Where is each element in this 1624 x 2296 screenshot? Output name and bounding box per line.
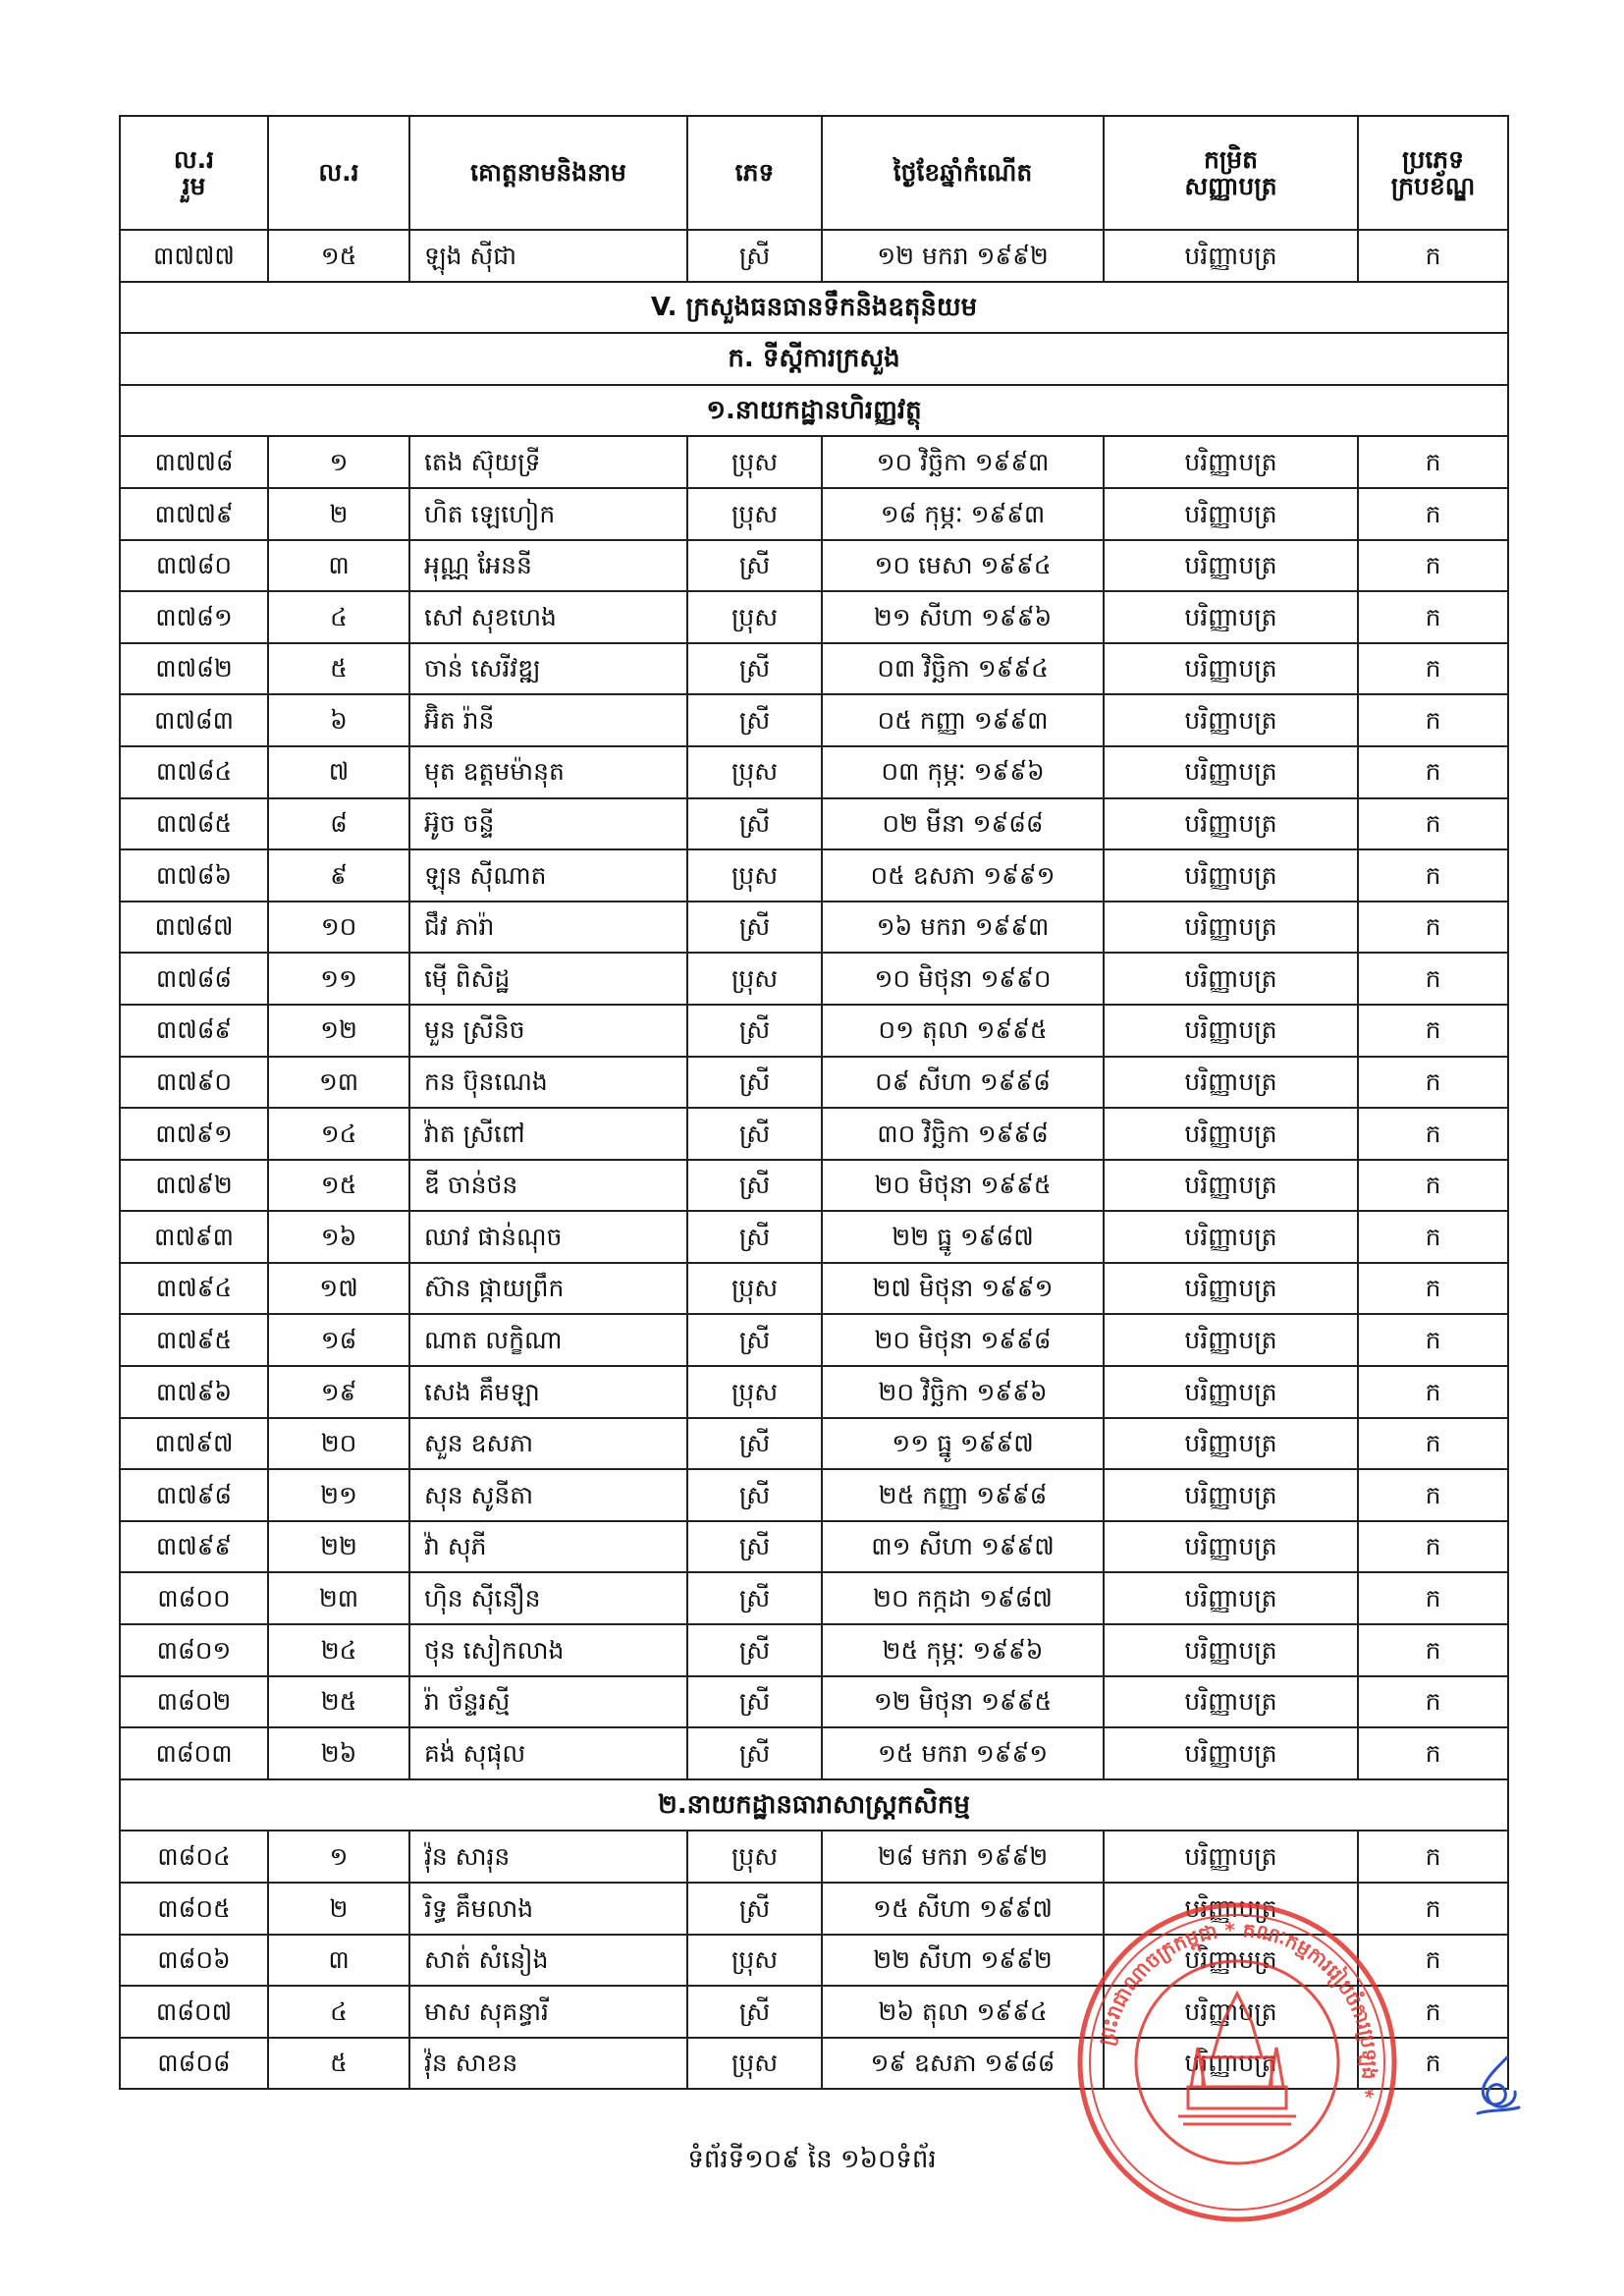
cell-date-of-birth: ៣១ សីហា ១៩៩៧ <box>822 1521 1104 1573</box>
table-row <box>120 1727 1508 1779</box>
cell-sex: ស្រី <box>687 1469 822 1521</box>
cell-category: ក <box>1358 1624 1508 1676</box>
cell-degree: បរិញ្ញាបត្រ <box>1104 1057 1358 1109</box>
cell-total-number: ៣៨០៦ <box>120 1935 268 1987</box>
cell-sex: ស្រី <box>687 1005 822 1057</box>
cell-number: ៣ <box>268 1935 409 1987</box>
cell-total-number: ៣៨០០ <box>120 1572 268 1624</box>
cell-date-of-birth: ០៣ វិច្ឆិកា ១៩៩៤ <box>822 643 1104 695</box>
cell-sex: ស្រី <box>687 798 822 850</box>
cell-total-number: ៣៧៩១ <box>120 1108 268 1160</box>
cell-sex: ប្រុស <box>687 1935 822 1987</box>
cell-number: ៦ <box>268 694 409 746</box>
cell-category: ក <box>1358 1211 1508 1263</box>
cell-full-name: តេង ស៊ុយទ្រី <box>409 436 687 488</box>
cell-category: ក <box>1358 540 1508 592</box>
cell-full-name: ហិត ឡេហៀក <box>409 488 687 540</box>
cell-full-name: ឈាវ ផាន់ណុច <box>409 1211 687 1263</box>
cell-degree: បរិញ្ញាបត្រ <box>1104 643 1358 695</box>
cell-sex: ស្រី <box>687 1160 822 1212</box>
cell-degree: បរិញ្ញាបត្រ <box>1104 2038 1358 2090</box>
cell-total-number: ៣៨០៧ <box>120 1986 268 2038</box>
header-number: ល.រ <box>268 116 409 230</box>
cell-total-number: ៣៧៨០ <box>120 540 268 592</box>
seal-text: ព្រះរាជាណាចក្រកម្ពុជា * គណៈកម្មការរៀបចំការប្រឡង * <box>1093 1917 1382 2101</box>
cell-full-name: ណាត លក្ខិណា <box>409 1314 687 1366</box>
table-row <box>120 1572 1508 1624</box>
cell-degree: បរិញ្ញាបត្រ <box>1104 746 1358 798</box>
cell-total-number: ៣៧៨១ <box>120 591 268 643</box>
table-row <box>120 694 1508 746</box>
cell-date-of-birth: ១១ ធ្នូ ១៩៩៧ <box>822 1418 1104 1470</box>
table-row <box>120 1057 1508 1109</box>
cell-date-of-birth: ០៣ កុម្ភៈ ១៩៩៦ <box>822 746 1104 798</box>
cell-full-name: មាស សុគន្ធារី <box>409 1986 687 2038</box>
cell-number: ២៤ <box>268 1624 409 1676</box>
cell-full-name: សុន សូនីតា <box>409 1469 687 1521</box>
cell-full-name: ស៊ាន ផ្កាយព្រឹក <box>409 1263 687 1315</box>
cell-degree: បរិញ្ញាបត្រ <box>1104 1263 1358 1315</box>
cell-number: ១៥ <box>268 230 409 282</box>
section-heading: V. ក្រសួងធនធានទឹកនិងឧតុនិយម <box>120 282 1508 334</box>
cell-category: ក <box>1358 1108 1508 1160</box>
cell-full-name: វ៉ា សុភី <box>409 1521 687 1573</box>
cell-date-of-birth: ២០ វិច្ឆិកា ១៩៩៦ <box>822 1366 1104 1418</box>
cell-category: ក <box>1358 488 1508 540</box>
cell-number: ១៥ <box>268 1160 409 1212</box>
cell-number: ១៨ <box>268 1314 409 1366</box>
cell-degree: បរិញ្ញាបត្រ <box>1104 1986 1358 2038</box>
cell-number: ១ <box>268 1831 409 1883</box>
header-degree-level: កម្រិត សញ្ញាបត្រ <box>1104 116 1358 230</box>
cell-number: ១០ <box>268 902 409 954</box>
cell-sex: ស្រី <box>687 1314 822 1366</box>
cell-category: ក <box>1358 1160 1508 1212</box>
cell-full-name: ចាន់ សេរីវឌ្ឍ <box>409 643 687 695</box>
cell-number: ១ <box>268 436 409 488</box>
table-row <box>120 488 1508 540</box>
cell-date-of-birth: ០៥ កញ្ញា ១៩៩៣ <box>822 694 1104 746</box>
cell-total-number: ៣៧៩៨ <box>120 1469 268 1521</box>
cell-sex: ស្រី <box>687 902 822 954</box>
cell-number: ៥ <box>268 2038 409 2090</box>
cell-sex: ប្រុស <box>687 746 822 798</box>
cell-sex: ប្រុស <box>687 436 822 488</box>
header-sex: ភេទ <box>687 116 822 230</box>
cell-full-name: ឡុង ស៊ីជា <box>409 230 687 282</box>
cell-total-number: ៣៧៩៥ <box>120 1314 268 1366</box>
header-date-of-birth: ថ្ងៃខែឆ្នាំកំណើត <box>822 116 1104 230</box>
cell-sex: ស្រី <box>687 643 822 695</box>
section-heading-row <box>120 282 1508 334</box>
cell-full-name: វ៉ុន សាខន <box>409 2038 687 2090</box>
cell-category: ក <box>1358 643 1508 695</box>
cell-sex: ស្រី <box>687 1418 822 1470</box>
cell-date-of-birth: ១០ មិថុនា ១៩៩០ <box>822 953 1104 1005</box>
table-row <box>120 1676 1508 1728</box>
cell-date-of-birth: ១៩ ឧសភា ១៩៨៨ <box>822 2038 1104 2090</box>
cell-category: ក <box>1358 1005 1508 1057</box>
cell-full-name: មុត ឧត្តមម៉ានុត <box>409 746 687 798</box>
cell-date-of-birth: ២៧ មិថុនា ១៩៩១ <box>822 1263 1104 1315</box>
cell-sex: ស្រី <box>687 1211 822 1263</box>
cell-number: ២ <box>268 1883 409 1935</box>
table-row <box>120 643 1508 695</box>
section-heading: ក. ទីស្តីការក្រសួង <box>120 333 1508 385</box>
cell-total-number: ៣៧៨២ <box>120 643 268 695</box>
table-row <box>120 1469 1508 1521</box>
cell-number: ៥ <box>268 643 409 695</box>
cell-number: ២៣ <box>268 1572 409 1624</box>
cell-number: ២២ <box>268 1521 409 1573</box>
cell-total-number: ៣៧៩៩ <box>120 1521 268 1573</box>
cell-number: ១៤ <box>268 1108 409 1160</box>
cell-degree: បរិញ្ញាបត្រ <box>1104 694 1358 746</box>
cell-total-number: ៣៧៧៩ <box>120 488 268 540</box>
cell-sex: ស្រី <box>687 540 822 592</box>
cell-full-name: អ៊ិត រ៉ានី <box>409 694 687 746</box>
cell-number: ១៣ <box>268 1057 409 1109</box>
cell-total-number: ៣៧៧៧ <box>120 230 268 282</box>
cell-total-number: ៣៧៨៤ <box>120 746 268 798</box>
cell-full-name: សេង គឹមឡា <box>409 1366 687 1418</box>
page-number-footer: ទំព័រទី១០៩ នៃ ១៦០ទំព័រ <box>687 2145 937 2174</box>
cell-category: ក <box>1358 1418 1508 1470</box>
table-row <box>120 1624 1508 1676</box>
table-row <box>120 591 1508 643</box>
cell-degree: បរិញ្ញាបត្រ <box>1104 1469 1358 1521</box>
cell-degree: បរិញ្ញាបត្រ <box>1104 849 1358 902</box>
cell-degree: បរិញ្ញាបត្រ <box>1104 1521 1358 1573</box>
cell-number: ២៥ <box>268 1676 409 1728</box>
cell-full-name: រិទ្ធ គឹមលាង <box>409 1883 687 1935</box>
cell-number: ១៩ <box>268 1366 409 1418</box>
cell-category: ក <box>1358 1986 1508 2038</box>
cell-date-of-birth: ១៥ មករា ១៩៩១ <box>822 1727 1104 1779</box>
table-row <box>120 1263 1508 1315</box>
cell-total-number: ៣៨០៤ <box>120 1831 268 1883</box>
cell-full-name: ថុន សៀកលាង <box>409 1624 687 1676</box>
cell-date-of-birth: ២៥ កញ្ញា ១៩៩៨ <box>822 1469 1104 1521</box>
table-row <box>120 798 1508 850</box>
cell-number: ២ <box>268 488 409 540</box>
cell-date-of-birth: ២២ ធ្នូ ១៩៨៧ <box>822 1211 1104 1263</box>
cell-date-of-birth: ០៥ ឧសភា ១៩៩១ <box>822 849 1104 902</box>
cell-total-number: ៣៧៨៣ <box>120 694 268 746</box>
cell-full-name: សៅ សុខហេង <box>409 591 687 643</box>
cell-category: ក <box>1358 1727 1508 1779</box>
cell-total-number: ៣៧៩០ <box>120 1057 268 1109</box>
cell-number: ២០ <box>268 1418 409 1470</box>
cell-number: ៧ <box>268 746 409 798</box>
cell-total-number: ៣៨០៨ <box>120 2038 268 2090</box>
table-row <box>120 849 1508 902</box>
cell-category: ក <box>1358 2038 1508 2090</box>
table-row <box>120 1108 1508 1160</box>
cell-number: ១៦ <box>268 1211 409 1263</box>
cell-sex: ប្រុស <box>687 1366 822 1418</box>
cell-total-number: ៣៧៩២ <box>120 1160 268 1212</box>
cell-date-of-birth: ២៦ តុលា ១៩៩៤ <box>822 1986 1104 2038</box>
cell-sex: ប្រុស <box>687 2038 822 2090</box>
cell-sex: ប្រុស <box>687 849 822 902</box>
cell-sex: ស្រី <box>687 1624 822 1676</box>
cell-date-of-birth: ២៨ មករា ១៩៩២ <box>822 1831 1104 1883</box>
cell-degree: បរិញ្ញាបត្រ <box>1104 1831 1358 1883</box>
cell-date-of-birth: ០១ តុលា ១៩៩៥ <box>822 1005 1104 1057</box>
cell-degree: បរិញ្ញាបត្រ <box>1104 1314 1358 1366</box>
cell-number: ៨ <box>268 798 409 850</box>
table-row <box>120 1005 1508 1057</box>
cell-degree: បរិញ្ញាបត្រ <box>1104 230 1358 282</box>
cell-sex: ស្រី <box>687 1676 822 1728</box>
header-full-name: គោត្តនាមនិងនាម <box>409 116 687 230</box>
cell-sex: ប្រុស <box>687 488 822 540</box>
cell-number: ១៧ <box>268 1263 409 1315</box>
cell-category: ក <box>1358 953 1508 1005</box>
table-row <box>120 1160 1508 1212</box>
cell-degree: បរិញ្ញាបត្រ <box>1104 488 1358 540</box>
cell-date-of-birth: ២០ មិថុនា ១៩៩៥ <box>822 1160 1104 1212</box>
cell-number: ១១ <box>268 953 409 1005</box>
cell-category: ក <box>1358 1469 1508 1521</box>
cell-full-name: សួន ឧសភា <box>409 1418 687 1470</box>
cell-category: ក <box>1358 1676 1508 1728</box>
cell-full-name: រ៉ា ច័ន្ទរស្មី <box>409 1676 687 1728</box>
cell-number: ១២ <box>268 1005 409 1057</box>
cell-date-of-birth: ០២ មីនា ១៩៨៨ <box>822 798 1104 850</box>
table-row <box>120 953 1508 1005</box>
cell-category: ក <box>1358 1521 1508 1573</box>
cell-category: ក <box>1358 230 1508 282</box>
cell-total-number: ៣៧៧៨ <box>120 436 268 488</box>
cell-number: ៤ <box>268 1986 409 2038</box>
cell-total-number: ៣៨០១ <box>120 1624 268 1676</box>
table-row <box>120 230 1508 282</box>
cell-sex: ប្រុស <box>687 953 822 1005</box>
cell-full-name: ម៉ើ ពិសិដ្ឋ <box>409 953 687 1005</box>
cell-total-number: ៣៧៨៨ <box>120 953 268 1005</box>
section-heading-row <box>120 385 1508 437</box>
table-row <box>120 436 1508 488</box>
cell-sex: ប្រុស <box>687 1831 822 1883</box>
cell-date-of-birth: ២៥ កុម្ភៈ ១៩៩៦ <box>822 1624 1104 1676</box>
cell-degree: បរិញ្ញាបត្រ <box>1104 1624 1358 1676</box>
cell-degree: បរិញ្ញាបត្រ <box>1104 1727 1358 1779</box>
cell-sex: ស្រី <box>687 1883 822 1935</box>
cell-category: ក <box>1358 746 1508 798</box>
section-heading-row <box>120 1779 1508 1831</box>
cell-degree: បរិញ្ញាបត្រ <box>1104 902 1358 954</box>
cell-full-name: វ៉ាត ស្រីពៅ <box>409 1108 687 1160</box>
cell-full-name: ឡុន ស៊ីណាត <box>409 849 687 902</box>
cell-sex: ស្រី <box>687 1057 822 1109</box>
cell-degree: បរិញ្ញាបត្រ <box>1104 591 1358 643</box>
cell-full-name: ហ៊ិន ស៊ីនឿន <box>409 1572 687 1624</box>
table-row <box>120 902 1508 954</box>
cell-number: ២៦ <box>268 1727 409 1779</box>
table-row <box>120 1521 1508 1573</box>
cell-degree: បរិញ្ញាបត្រ <box>1104 1676 1358 1728</box>
cell-date-of-birth: ១២ មិថុនា ១៩៩៥ <box>822 1676 1104 1728</box>
cell-sex: ស្រី <box>687 694 822 746</box>
cell-date-of-birth: ១៦ មករា ១៩៩៣ <box>822 902 1104 954</box>
cell-category: ក <box>1358 798 1508 850</box>
cell-sex: ស្រី <box>687 1572 822 1624</box>
section-heading: ២.នាយកដ្ឋានធារាសាស្ត្រកសិកម្ម <box>120 1779 1508 1831</box>
cell-category: ក <box>1358 849 1508 902</box>
cell-category: ក <box>1358 436 1508 488</box>
cell-total-number: ៣៧៨៥ <box>120 798 268 850</box>
cell-total-number: ៣៧៨៩ <box>120 1005 268 1057</box>
candidate-table <box>119 115 1509 2090</box>
cell-category: ក <box>1358 1935 1508 1987</box>
cell-full-name: អ៊ូច ចន្ទី <box>409 798 687 850</box>
cell-degree: បរិញ្ញាបត្រ <box>1104 1211 1358 1263</box>
cell-category: ក <box>1358 902 1508 954</box>
cell-sex: ស្រី <box>687 1108 822 1160</box>
cell-total-number: ៣៨០៥ <box>120 1883 268 1935</box>
cell-sex: ប្រុស <box>687 591 822 643</box>
cell-date-of-birth: ៣០ វិច្ឆិកា ១៩៩៨ <box>822 1108 1104 1160</box>
cell-total-number: ៣៨០២ <box>120 1676 268 1728</box>
cell-sex: ប្រុស <box>687 1263 822 1315</box>
section-heading: ១.នាយកដ្ឋានហិរញ្ញវត្ថុ <box>120 385 1508 437</box>
cell-date-of-birth: ០៩ សីហា ១៩៩៨ <box>822 1057 1104 1109</box>
cell-sex: ស្រី <box>687 1986 822 2038</box>
cell-number: ៩ <box>268 849 409 902</box>
cell-category: ក <box>1358 591 1508 643</box>
cell-number: ៣ <box>268 540 409 592</box>
cell-total-number: ៣៧៩៧ <box>120 1418 268 1470</box>
cell-full-name: អុណ្ណ អែននី <box>409 540 687 592</box>
cell-category: ក <box>1358 1883 1508 1935</box>
cell-full-name: ជឹវ ភារ៉ា <box>409 902 687 954</box>
temple-emblem-icon <box>1178 1994 1296 2124</box>
cell-total-number: ៣៧៩៦ <box>120 1366 268 1418</box>
table-body <box>120 230 1508 2089</box>
cell-degree: បរិញ្ញាបត្រ <box>1104 1005 1358 1057</box>
table-row <box>120 1314 1508 1366</box>
cell-degree: បរិញ្ញាបត្រ <box>1104 1160 1358 1212</box>
cell-degree: បរិញ្ញាបត្រ <box>1104 1418 1358 1470</box>
table-row <box>120 1418 1508 1470</box>
cell-category: ក <box>1358 694 1508 746</box>
cell-date-of-birth: ២០ កក្កដា ១៩៨៧ <box>822 1572 1104 1624</box>
cell-sex: ស្រី <box>687 1727 822 1779</box>
table-header-row <box>120 116 1508 230</box>
cell-degree: បរិញ្ញាបត្រ <box>1104 1883 1358 1935</box>
cell-date-of-birth: ១៨ កុម្ភៈ ១៩៩៣ <box>822 488 1104 540</box>
cell-full-name: គង់ សុផុល <box>409 1727 687 1779</box>
cell-total-number: ៣៨០៣ <box>120 1727 268 1779</box>
cell-full-name: មួន ស្រីនិច <box>409 1005 687 1057</box>
cell-degree: បរិញ្ញាបត្រ <box>1104 798 1358 850</box>
cell-degree: បរិញ្ញាបត្រ <box>1104 1572 1358 1624</box>
cell-full-name: សាត់ សំនៀង <box>409 1935 687 1987</box>
cell-category: ក <box>1358 1572 1508 1624</box>
cell-category: ក <box>1358 1057 1508 1109</box>
cell-date-of-birth: ១០ មេសា ១៩៩៤ <box>822 540 1104 592</box>
cell-sex: ស្រី <box>687 1521 822 1573</box>
cell-sex: ស្រី <box>687 230 822 282</box>
cell-full-name: ឌី ចាន់ថន <box>409 1160 687 1212</box>
cell-date-of-birth: ២២ សីហា ១៩៩២ <box>822 1935 1104 1987</box>
cell-date-of-birth: ២១ សីហា ១៩៩៦ <box>822 591 1104 643</box>
cell-number: ២១ <box>268 1469 409 1521</box>
cell-degree: បរិញ្ញាបត្រ <box>1104 540 1358 592</box>
cell-category: ក <box>1358 1314 1508 1366</box>
table-row <box>120 746 1508 798</box>
cell-date-of-birth: ១២ មករា ១៩៩២ <box>822 230 1104 282</box>
cell-total-number: ៣៧៨៧ <box>120 902 268 954</box>
cell-total-number: ៣៧៩៤ <box>120 1263 268 1315</box>
cell-total-number: ៣៧៩៣ <box>120 1211 268 1263</box>
cell-category: ក <box>1358 1831 1508 1883</box>
table-row <box>120 1211 1508 1263</box>
cell-degree: បរិញ្ញាបត្រ <box>1104 1935 1358 1987</box>
cell-full-name: វ៉ុន សារុន <box>409 1831 687 1883</box>
cell-date-of-birth: ១០ វិច្ឆិកា ១៩៩៣ <box>822 436 1104 488</box>
cell-category: ក <box>1358 1366 1508 1418</box>
cell-degree: បរិញ្ញាបត្រ <box>1104 1366 1358 1418</box>
table-row <box>120 540 1508 592</box>
cell-date-of-birth: ១៥ សីហា ១៩៩៧ <box>822 1883 1104 1935</box>
section-heading-row <box>120 333 1508 385</box>
table-row <box>120 1366 1508 1418</box>
cell-degree: បរិញ្ញាបត្រ <box>1104 1108 1358 1160</box>
header-framework-category: ប្រភេទ ក្របខ័ណ្ឌ <box>1358 116 1508 230</box>
cell-number: ៤ <box>268 591 409 643</box>
table-row <box>120 1831 1508 1883</box>
cell-category: ក <box>1358 1263 1508 1315</box>
header-total-number: ល.រ រួម <box>120 116 268 230</box>
cell-degree: បរិញ្ញាបត្រ <box>1104 953 1358 1005</box>
cell-date-of-birth: ២០ មិថុនា ១៩៩៨ <box>822 1314 1104 1366</box>
handwritten-signature <box>1468 2052 1527 2121</box>
cell-degree: បរិញ្ញាបត្រ <box>1104 436 1358 488</box>
cell-full-name: កន ប៊ុនណេង <box>409 1057 687 1109</box>
cell-total-number: ៣៧៨៦ <box>120 849 268 902</box>
